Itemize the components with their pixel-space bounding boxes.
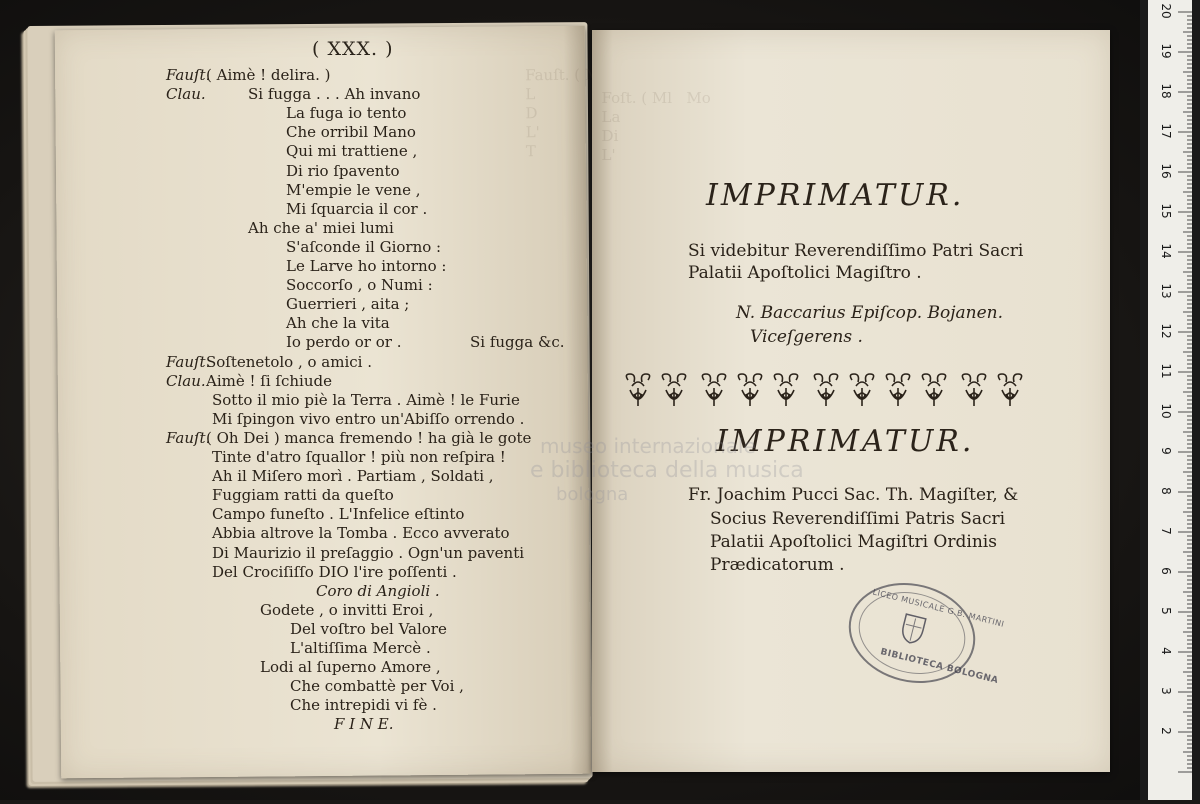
approval-line: Si videbitur Reverendiſſimo Patri Sacri xyxy=(688,241,1024,261)
imprimatur-heading-2: IMPRIMATUR. xyxy=(716,424,975,459)
ruler-number: 3 xyxy=(1159,687,1173,695)
ruler-number: 11 xyxy=(1159,363,1173,379)
verse-line: Le Larve ho intorno : xyxy=(286,257,447,275)
approval-line: Prædicatorum . xyxy=(710,555,845,575)
watermark-line: e biblioteca della musica xyxy=(530,458,804,483)
verse-line: Del Crociſiſſo DIO l'ire poſſenti . xyxy=(212,562,457,581)
speaker-label: Fauſt. xyxy=(166,428,211,447)
ornament-glyph xyxy=(662,374,685,406)
imprimatur-heading-1: IMPRIMATUR. xyxy=(706,178,965,213)
verse-line: Godete , o invitti Eroi , xyxy=(260,600,434,619)
speaker-label: Clau. xyxy=(166,85,206,104)
ruler-number: 17 xyxy=(1159,123,1173,139)
signature-line: Viceſgerens . xyxy=(750,327,863,347)
page-number-header: ( XXX. ) xyxy=(312,38,394,60)
ruler-number: 18 xyxy=(1159,83,1173,99)
verse-line: Di rio ſpavento xyxy=(286,161,400,180)
verse-line: Mi ſpingon vivo entro un'Abiſſo orrendo . xyxy=(212,409,525,428)
ruler-number: 13 xyxy=(1159,283,1173,299)
ruler-number: 19 xyxy=(1159,43,1173,59)
verse-line: Si fugga . . . Ah invano xyxy=(248,85,421,104)
approval-line: Palatii Apoſtolici Magiſtro . xyxy=(688,263,922,283)
verse-line: Abbia altrove la Tomba . Ecco avverato xyxy=(212,524,510,543)
verse-line: L'altiſſima Mercè . xyxy=(290,639,431,657)
ornament-glyph xyxy=(626,374,649,406)
measurement-ruler xyxy=(1140,0,1200,800)
verse-line: Sotto il mio piè la Terra . Aimè ! le Furie xyxy=(212,390,520,409)
approval-line: Socius Reverendiſſimi Patris Sacri xyxy=(710,509,1006,529)
verse-line: S'aſconde il Giorno : xyxy=(286,237,442,256)
verse-line: Di Maurizio il preſaggio . Ogn'un paventi xyxy=(212,543,525,562)
ruler-number: 9 xyxy=(1159,447,1173,455)
speaker-label: Clau. xyxy=(166,371,206,390)
verse-line: Tinte d'atro ſquallor ! più non reſpira ! xyxy=(212,448,506,466)
ruler-number: 6 xyxy=(1159,567,1173,575)
verse-line: Coro di Angioli . xyxy=(316,581,440,600)
verse-line: ( Oh Dei ) manca fremendo ! ha già le gote xyxy=(206,428,532,447)
verse-line: Lodi al ſuperno Amore , xyxy=(260,658,441,677)
approval-line: Palatii Apoſtolici Magiſtri Ordinis xyxy=(710,532,997,552)
verse-line: Soccorſo , o Numi : xyxy=(286,276,433,295)
verse-line: Mi ſquarcia il cor . xyxy=(286,199,428,218)
ruler-number: 7 xyxy=(1159,527,1173,535)
ruler-number: 15 xyxy=(1159,203,1173,219)
ornament-glyph xyxy=(702,374,725,406)
verse-line: Ah il Miſero morì . Partiam , Soldati , xyxy=(212,467,494,486)
verse-line: ( Aimè ! delira. ) xyxy=(206,66,331,84)
ruler-number: 5 xyxy=(1159,607,1173,615)
verse-line: Del voſtro bel Valore xyxy=(290,619,447,638)
ornament-glyph xyxy=(886,374,909,406)
verse-line: Io perdo or or . xyxy=(286,333,402,352)
ruler-number: 16 xyxy=(1159,163,1173,179)
ornament-glyph xyxy=(998,374,1021,406)
ruler-number: 20 xyxy=(1159,3,1173,19)
verse-line: Guerrieri , aita ; xyxy=(286,295,410,314)
verse-line: Aimè ! ſi ſchiude xyxy=(206,371,332,390)
signature-line: N. Baccarius Epiſcop. Bojanen. xyxy=(736,303,1004,323)
approval-line: Fr. Joachim Pucci Sac. Th. Magiſter, & xyxy=(688,485,1019,505)
ruler-number: 4 xyxy=(1159,647,1173,655)
ruler-number: 10 xyxy=(1159,403,1173,419)
show-through-text: Foſt. ( Ml Mo La Di L' xyxy=(601,89,711,164)
verse-line: Ah che a' miei lumi xyxy=(248,218,394,237)
verse-line: F I N E. xyxy=(334,715,394,734)
verse-line: Che combattè per Voi , xyxy=(290,677,464,696)
show-through-text: Fauſt. ( L D L' T xyxy=(525,65,581,161)
ornament-glyph xyxy=(962,374,985,406)
ruler-number: 8 xyxy=(1159,487,1173,495)
speaker-label: Fauſt. xyxy=(166,66,211,84)
verse-line: Campo funeſto . L'Infelice eſtinto xyxy=(212,505,465,524)
verse-line: M'empie le vene , xyxy=(286,180,421,199)
ruler-number: 14 xyxy=(1159,243,1173,259)
ruler-ticks xyxy=(1148,0,1192,800)
verse-line: Ah che la vita xyxy=(286,314,390,333)
watermark-line: bologna xyxy=(556,484,629,505)
ornament-glyph xyxy=(774,374,797,406)
ornament-glyph xyxy=(922,374,945,406)
verse-line: Fuggiam ratti da queſto xyxy=(212,486,394,505)
stage-direction: Si fugga &c. xyxy=(470,333,565,352)
stamp-text-bottom: BIBLIOTECA BOLOGNA xyxy=(879,647,1000,687)
watermark-line: museo internazionale xyxy=(540,434,756,458)
ruler-scale xyxy=(1148,0,1192,800)
ornament-glyph xyxy=(850,374,873,406)
verse-line: Qui mi trattiene , xyxy=(286,142,418,161)
verse-line: Soſtenetolo , o amici . xyxy=(206,352,372,371)
verse-line: La fuga io tento xyxy=(286,104,407,123)
ornament-glyph xyxy=(738,374,761,406)
verse-line: Che orribil Mano xyxy=(286,123,416,142)
stamp-text-top: LICEO MUSICALE G.B. MARTINI xyxy=(871,587,1006,629)
ruler-number: 2 xyxy=(1159,727,1173,735)
verse-line: Che intrepidi vi fè . xyxy=(290,696,437,715)
speaker-label: Fauſt. xyxy=(166,352,211,371)
ornament-glyph xyxy=(814,374,837,406)
ruler-number: 12 xyxy=(1159,323,1173,339)
printers-ornament-row xyxy=(620,370,1030,412)
